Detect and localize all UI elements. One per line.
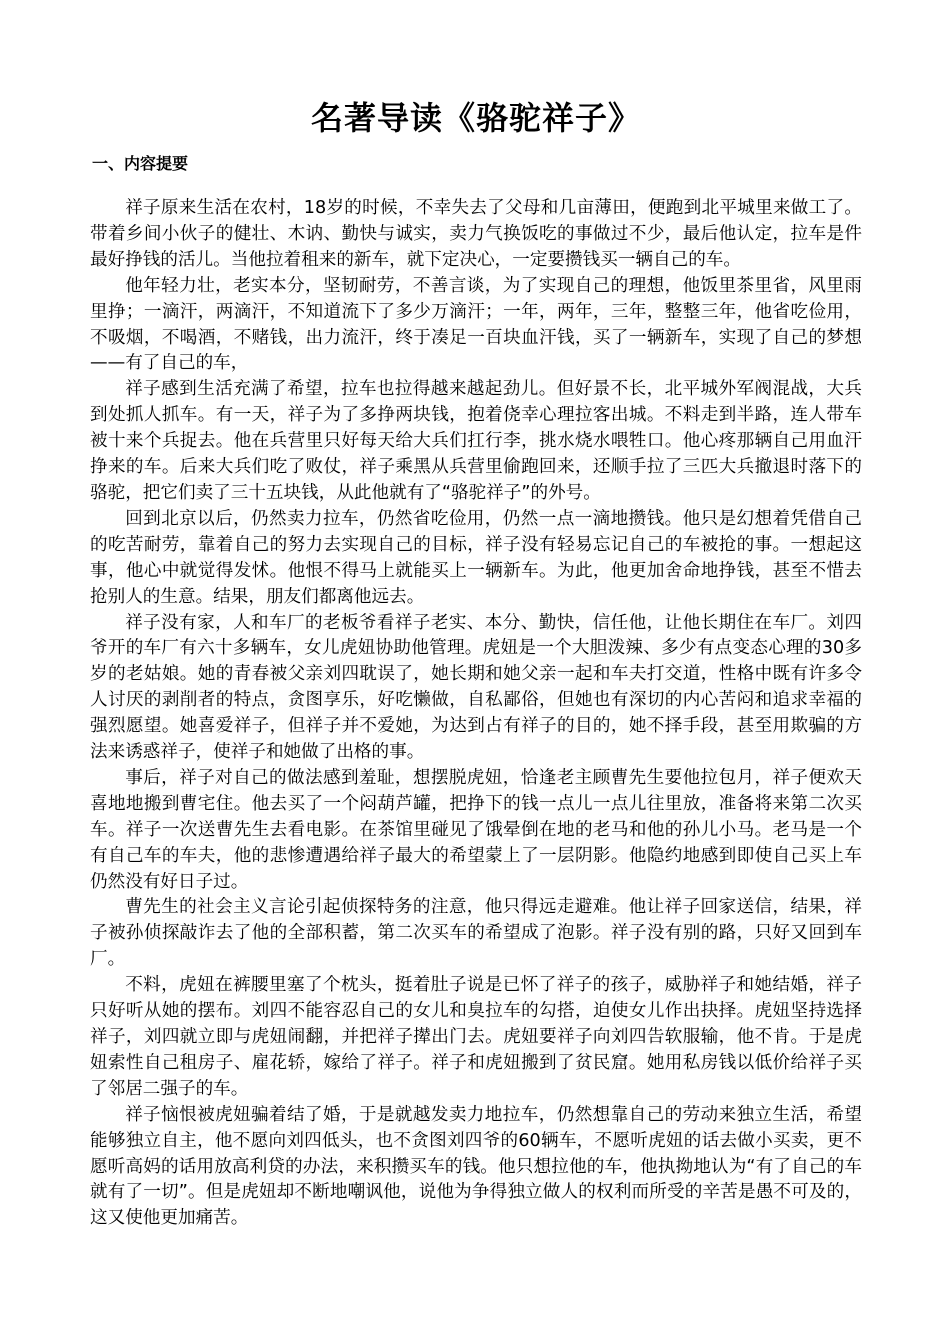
paragraph-2: 他年轻力壮，老实本分，坚韧耐劳，不善言谈，为了实现自己的理想，他饭里茶里省，风里雨里挣；一滴汗，两滴汗，不知道流下了多少万滴汗；一年，两年，三年，整整三年，他省吃俭用，不吸烟，不喝酒，不赌钱，出力流汗，终于凑足一百块血汗钱，买了一辆新车，实现了自己的梦想——有了自己的车，: [90, 275, 862, 374]
paragraph-3: 祥子感到生活充满了希望，拉车也拉得越来越起劲儿。但好景不长，北平城外军阀混战，大兵到处抓人抓车。有一天，祥子为了多挣两块钱，抱着侥幸心理拉客出城。不料走到半路，连人带车被十来个兵捉去。他在兵营里只好每天给大兵们扛行李，挑水烧水喂牲口。他心疼那辆自己用血汗挣来的车。后来大兵们吃了败仗，祥子乘黑从兵营里偷跑回来，还顺手拉了三匹大兵撤退时落下的骆驼，把它们卖了三十五块钱，从此他就有了“骆驼祥子”的外号。: [90, 379, 862, 503]
paragraph-9: 祥子恼恨被虎妞骗着结了婚，于是就越发卖力地拉车，仍然想靠自己的劳动来独立生活，希望能够独立自主，他不愿向刘四低头，也不贪图刘四爷的60辆车，不愿听虎妞的话去做小买卖，更不愿听高妈的话用放高利贷的办法，来积攒买车的钱。他只想拉他的车，他执拗地认为“有了自己的车就有了一切”。但是虎妞却不断地嘲讽他，说他为争得独立做人的权利而所受的辛苦是愚不可及的，这又使他更加痛苦。: [90, 1104, 862, 1229]
paragraph-7: 曹先生的社会主义言论引起侦探特务的注意，他只得远走避难。他让祥子回家送信，结果，祥子被孙侦探敲诈去了他的全部积蓄，第二次买车的希望成了泡影。祥子没有别的路，只好又回到车厂。: [90, 897, 862, 970]
document-body: [90, 196, 862, 1232]
paragraph-4: 回到北京以后，仍然卖力拉车，仍然省吃俭用，仍然一点一滴地攒钱。他只是幻想着凭借自己的吃苦耐劳，靠着自己的努力去实现自己的目标，祥子没有轻易忘记自己的车被抢的事。一想起这事，他心中就觉得发怵。他恨不得马上就能买上一辆新车。为此，他更加舍命地挣钱，甚至不惜去抢别人的生意。结果，朋友们都离他远去。: [90, 508, 862, 607]
paragraph-8: 不料，虎妞在裤腰里塞了个枕头，挺着肚子说是已怀了祥子的孩子，威胁祥子和她结婚，祥子只好听从她的摆布。刘四不能容忍自己的女儿和臭拉车的勾搭，迫使女儿作出抉择。虎妞坚持选择祥子，刘四就立即与虎妞闹翻，并把祥子撵出门去。虎妞要祥子向刘四告软服输，他不肯。于是虎妞索性自己租房子、雇花轿，嫁给了祥子。祥子和虎妞搬到了贫民窟。她用私房钱以低价给祥子买了邻居二强子的车。: [90, 975, 862, 1099]
paragraph-5: 祥子没有家，人和车厂的老板爷看祥子老实、本分、勤快，信任他，让他长期住在车厂。刘四爷开的车厂有六十多辆车，女儿虎妞协助他管理。虎妞是一个大胆泼辣、多少有点变态心理的30多岁的老姑娘。她的青春被父亲刘四耽误了，她长期和她父亲一起和车夫打交道，性格中既有许多令人讨厌的剥削者的特点，贪图享乐，好吃懒做，自私鄙俗，但她也有深切的内心苦闷和追求幸福的强烈愿望。她喜爱祥子，但祥子并不爱她，为达到占有祥子的目的，她不择手段，甚至用欺骗的方法来诱惑祥子，使祥子和她做了出格的事。: [90, 612, 862, 763]
document-title: 名著导读《骆驼祥子》: [310, 99, 641, 137]
paragraph-6: 事后，祥子对自己的做法感到羞耻，想摆脱虎妞，恰逢老主顾曹先生要他拉包月，祥子便欢天喜地地搬到曹宅住。他去买了一个闷葫芦罐，把挣下的钱一点儿一点儿往里放，准备将来第二次买车。祥子一次送曹先生去看电影。在茶馆里碰见了饿晕倒在地的老马和他的孙儿小马。老马是一个有自己车的车夫，他的悲惨遭遇给祥子最大的希望蒙上了一层阴影。他隐约地感到即使自己买上车仍然没有好日子过。: [90, 767, 862, 892]
paragraph-1: 祥子原来生活在农村，18岁的时候，不幸失去了父母和几亩薄田，便跑到北平城里来做工了。带着乡间小伙子的健壮、木讷、勤快与诚实，卖力气换饭吃的事做过不少，最后他认定，拉车是件最好挣钱的活儿。当他拉着租来的新车，就下定决心，一定要攒钱买一辆自己的车。: [90, 198, 862, 270]
section-heading: 一、内容提要: [92, 154, 189, 173]
